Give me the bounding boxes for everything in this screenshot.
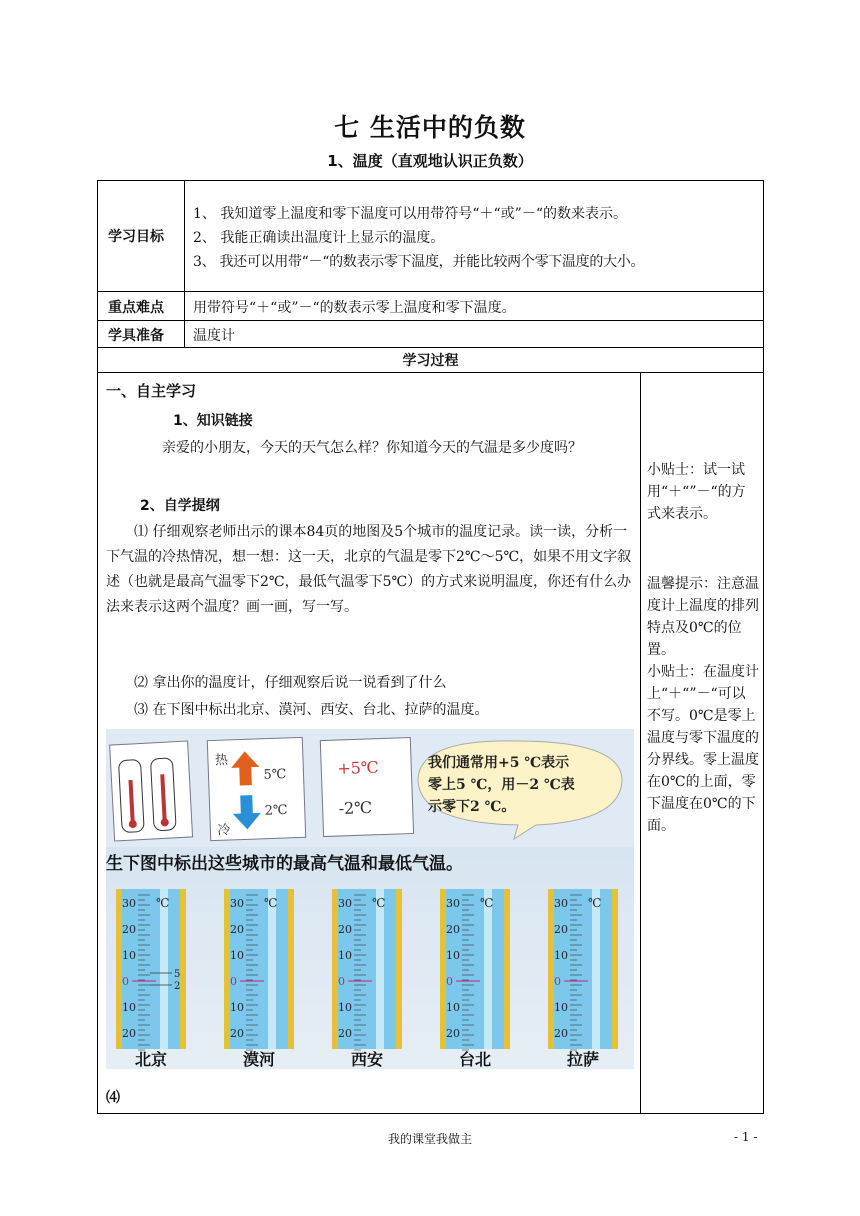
lesson-table [97,180,764,1114]
tip-2: 温馨提示：注意温度计上温度的排列特点及0℃的位置。 [647,576,759,658]
question-1: ⑴ 仔细观察老师出示的课本84页的地图及5个城市的温度记录。读一读，分析一下气温的冷热情况，想一想：这一天，北京的气温是零下2℃～5℃，如果不用文字叙述（也就是最高气温零下2℃，最低气温零下5℃）的方式来说明温度，你还有什么办法来表示这两个温度？画一画，写一写。 [106,524,632,615]
plus-temp: +5℃ [336,757,380,779]
hot-temp: 5℃ [263,766,287,783]
tools-label: 学具准备 [108,328,164,344]
question-3: ⑶ 在下图中标出北京、漠河、西安、台北、拉萨的温度。 [134,702,489,718]
knowledge-link-text: 亲爱的小朋友，今天的天气怎么样？你知道今天的气温是多少度吗？ [162,440,582,456]
objective-2: 2、 我能正确读出温度计上显示的温度。 [193,230,445,246]
footer-motto: 我的课堂我做主 [387,1132,472,1146]
thermometer-card [110,741,193,841]
thermometer-1 [224,889,294,1069]
hot-label: 热 [214,752,229,769]
scale-label: 20 [122,923,136,936]
scale-label: 20 [446,923,460,936]
bubble-line-2: 零上5 ℃，用－2 ℃表 [428,777,575,793]
scale-label: 10 [230,1001,244,1014]
scale-label: 30 [446,897,460,910]
scale-label: 10 [122,949,136,962]
unit-label: ℃ [480,896,494,910]
city-label: 漠河 [242,1050,276,1069]
unit-label: ℃ [264,896,278,910]
city-label: 北京 [134,1050,168,1069]
thermometer-3 [440,889,510,1069]
tools-text: 温度计 [193,328,235,344]
bubble-line-3: 示零下2 ℃。 [428,799,516,815]
page-subtitle: 1、温度（直观地认识正负数） [327,152,533,170]
page-number: - 1 - [734,1130,758,1144]
scale-label: 30 [122,897,136,910]
knowledge-link-heading: 1、知识链接 [173,413,253,429]
scale-label: 20 [554,923,568,936]
unit-label: ℃ [156,896,170,910]
key-points-label: 重点难点 [108,300,164,316]
thermometer-2 [332,889,402,1069]
scale-label: 10 [230,949,244,962]
process-header: 学习过程 [402,353,459,369]
scale-label: 10 [122,1001,136,1014]
scale-label: 0 [446,975,453,988]
scale-label: 20 [122,1027,136,1040]
scale-label: 10 [446,949,460,962]
cold-temp: 2℃ [264,802,288,819]
scale-label: 0 [230,975,237,988]
tip-1: 小贴士：试一试用“＋“”－“的方式来表示。 [647,462,746,522]
scale-label: 20 [230,923,244,936]
scale-label: 0 [554,975,561,988]
city-label: 拉萨 [566,1050,600,1069]
question-2: ⑵ 拿出你的温度计，仔细观察后说一说看到了什么 [134,675,447,691]
scale-label: 10 [338,949,352,962]
figure-instruction: 生下图中标出这些城市的最高气温和最低气温。 [106,854,463,874]
scale-label: 20 [554,1027,568,1040]
scale-label: 30 [338,897,352,910]
question-4: ⑷ [106,1090,120,1106]
city-label: 台北 [458,1050,492,1069]
hot-cold-card [207,737,305,840]
objective-3: 3、 我还可以用带“－“的数表示零下温度，并能比较两个零下温度的大小。 [193,254,645,270]
tip-3: 小贴士：在温度计上“＋“”－“可以不写。0℃是零上温度与零下温度的分界线。零上温度在0℃的上面，零下温度在0℃的下面。 [647,664,759,834]
scale-label: 30 [554,897,568,910]
beijing-mark: 2 [174,981,181,992]
unit-label: ℃ [588,896,602,910]
thermometer-4 [548,889,618,1069]
key-points-text: 用带符号“＋“或”－“的数表示零上温度和零下温度。 [193,300,516,316]
scale-label: 10 [338,1001,352,1014]
scale-label: 30 [230,897,244,910]
scale-label: 20 [338,1027,352,1040]
scale-label: 10 [554,949,568,962]
scale-label: 20 [446,1027,460,1040]
minus-temp: -2℃ [338,797,373,819]
city-label: 西安 [350,1050,384,1069]
signed-temp-card [320,737,413,836]
outline-heading: 2、自学提纲 [140,498,220,514]
scale-label: 0 [338,975,345,988]
thermometer-0 [116,889,186,1069]
section-heading: 一、自主学习 [106,382,197,400]
page-title: 七 生活中的负数 [334,113,526,142]
scale-label: 0 [122,975,129,988]
scale-label: 10 [554,1001,568,1014]
unit-label: ℃ [372,896,386,910]
bubble-line-1: 我们通常用+5 ℃表示 [428,755,570,771]
scale-label: 20 [230,1027,244,1040]
scale-label: 10 [446,1001,460,1014]
beijing-mark: 5 [174,969,181,980]
objective-1: 1、 我知道零上温度和零下温度可以用带符号“＋“或”－“的数来表示。 [193,206,627,222]
scale-label: 20 [338,923,352,936]
cold-label: 冷 [217,822,231,839]
objectives-label: 学习目标 [108,229,164,245]
thermometer-figure [106,729,634,1069]
